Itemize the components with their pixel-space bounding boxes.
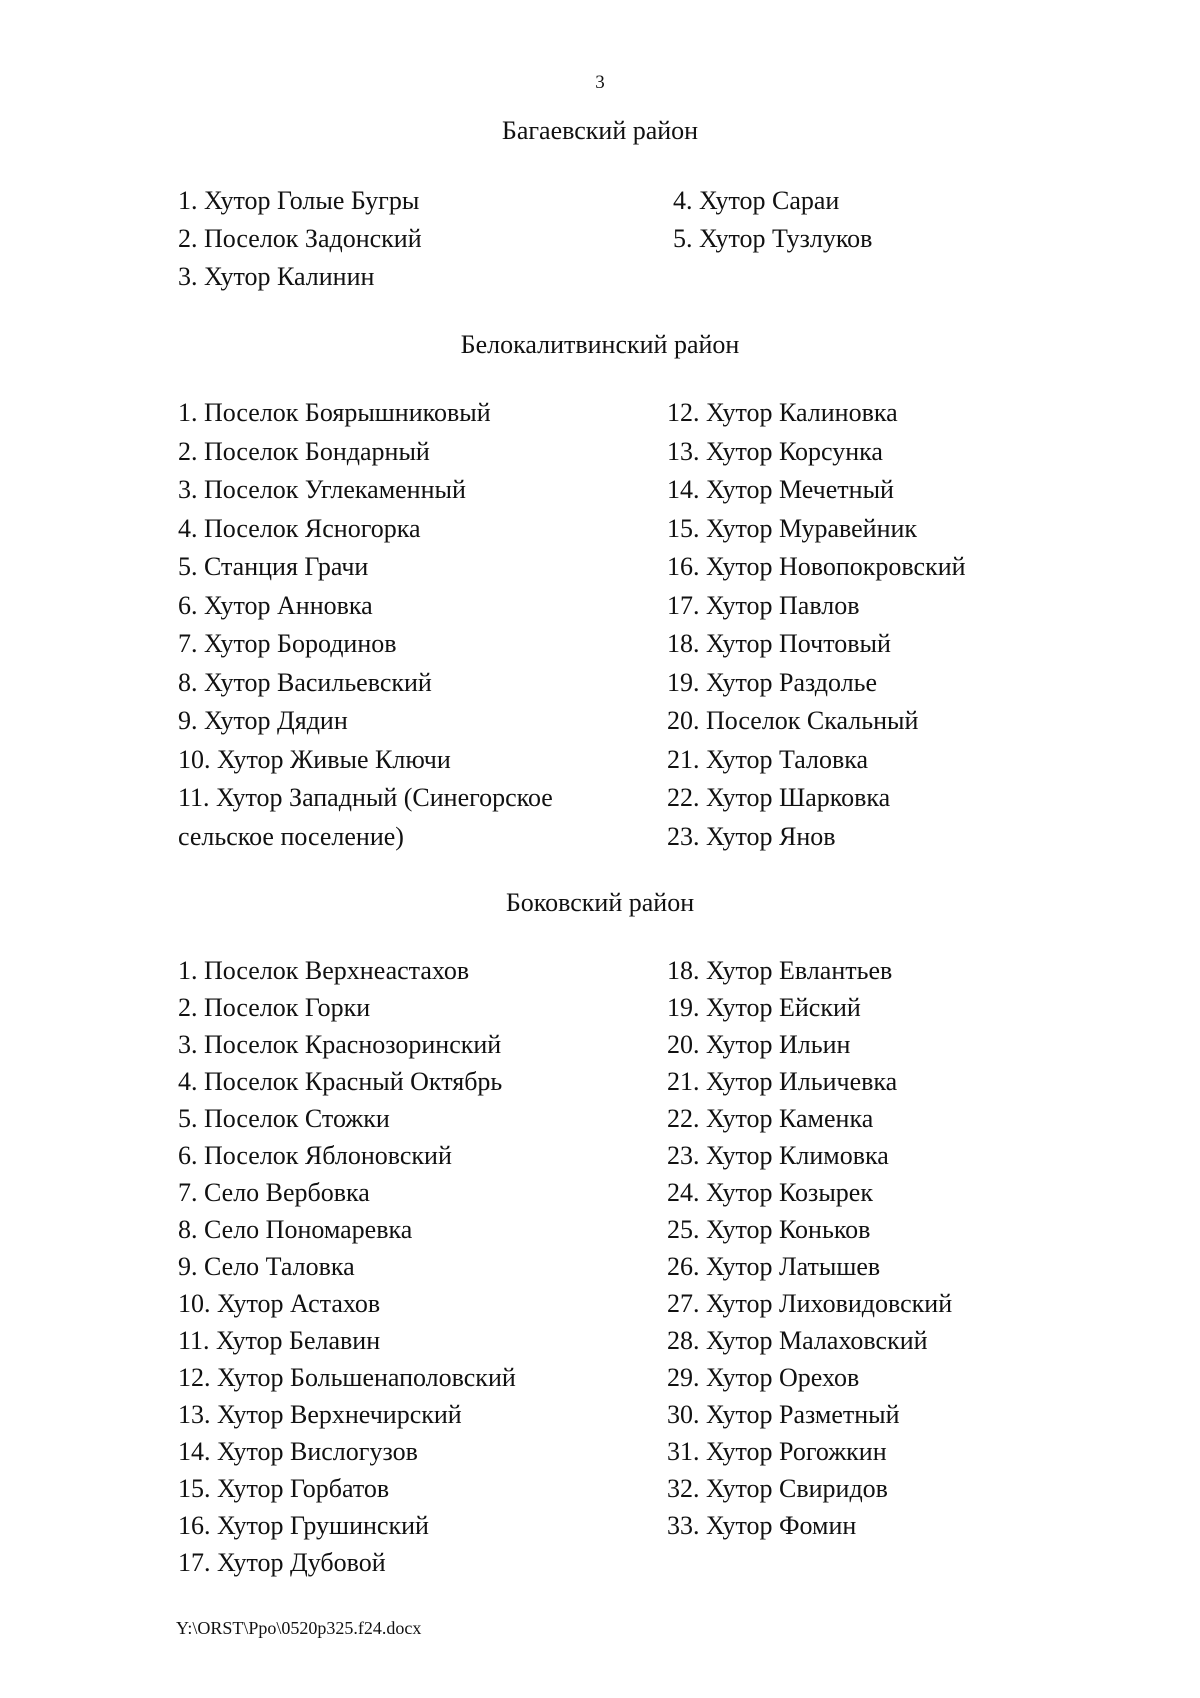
list-item: 22. Хутор Шарковка xyxy=(667,783,891,812)
list-item: 15. Хутор Горбатов xyxy=(178,1474,390,1503)
section-left-column xyxy=(178,952,516,1581)
list-item: 6. Хутор Анновка xyxy=(178,590,373,620)
section-right-column xyxy=(667,394,966,856)
list-item: 22. Хутор Каменка xyxy=(667,1104,874,1133)
list-item: 7. Хутор Бородинов xyxy=(178,629,397,658)
list-item: 3. Поселок Углекаменный xyxy=(178,475,466,504)
list-item: 8. Село Пономаревка xyxy=(178,1215,413,1244)
section-title: Боковский район xyxy=(505,888,695,917)
list-item: 2. Поселок Задонский xyxy=(178,224,422,253)
footer-file-path: Y:\ORST\Ppo\0520p325.f24.docx xyxy=(176,1618,422,1638)
list-item: 23. Хутор Климовка xyxy=(667,1141,889,1170)
list-item: 3. Поселок Краснозоринский xyxy=(178,1030,502,1059)
section-right-column xyxy=(673,182,872,258)
list-item: 2. Поселок Горки xyxy=(178,993,371,1022)
list-item: 21. Хутор Ильичевка xyxy=(667,1067,898,1096)
list-item: 24. Хутор Козырек xyxy=(667,1178,873,1207)
list-item: 25. Хутор Коньков xyxy=(667,1215,871,1244)
list-item: 10. Хутор Астахов xyxy=(178,1289,381,1318)
section-left-column xyxy=(178,394,553,856)
list-item: 17. Хутор Павлов xyxy=(667,590,860,620)
list-item: 9. Село Таловка xyxy=(178,1252,355,1281)
list-item: 12. Хутор Калиновка xyxy=(667,398,898,427)
list-item: 20. Поселок Скальный xyxy=(667,706,919,735)
list-item: 17. Хутор Дубовой xyxy=(178,1548,386,1577)
section-right-column xyxy=(667,952,952,1544)
list-item: 31. Хутор Рогожкин xyxy=(667,1437,887,1466)
list-item: 29. Хутор Орехов xyxy=(667,1363,860,1392)
list-item: 2. Поселок Бондарный xyxy=(178,436,430,466)
list-item: 14. Хутор Мечетный xyxy=(667,475,894,504)
list-item: 11. Хутор Западный (Синегорское xyxy=(178,783,553,812)
list-item: 4. Хутор Сараи xyxy=(673,186,840,215)
list-item: 3. Хутор Калинин xyxy=(178,262,375,291)
list-item: 19. Хутор Ейский xyxy=(667,993,861,1022)
list-item: 18. Хутор Почтовый xyxy=(667,629,891,658)
list-item: 32. Хутор Свиридов xyxy=(667,1474,888,1503)
list-item: 4. Поселок Красный Октябрь xyxy=(178,1067,503,1096)
list-item: 23. Хутор Янов xyxy=(667,821,836,851)
list-item: 30. Хутор Разметный xyxy=(667,1400,900,1429)
list-item: 13. Хутор Корсунка xyxy=(667,436,883,466)
list-item: 6. Поселок Яблоновский xyxy=(178,1141,452,1170)
list-item: 28. Хутор Малаховский xyxy=(667,1326,928,1355)
list-item: 14. Хутор Вислогузов xyxy=(178,1437,418,1466)
section-title: Белокалитвинский район xyxy=(460,330,740,359)
section-title: Багаевский район xyxy=(501,116,699,145)
section-left-column xyxy=(178,182,422,296)
list-item: сельское поселение) xyxy=(178,821,404,851)
list-item: 20. Хутор Ильин xyxy=(667,1030,851,1059)
list-item: 4. Поселок Ясногорка xyxy=(178,513,421,543)
list-item: 1. Хутор Голые Бугры xyxy=(178,186,420,215)
list-item: 5. Поселок Стожки xyxy=(178,1104,390,1133)
list-item: 33. Хутор Фомин xyxy=(667,1511,857,1540)
list-item: 16. Хутор Грушинский xyxy=(178,1511,429,1540)
list-item: 27. Хутор Лиховидовский xyxy=(667,1289,953,1318)
list-item: 18. Хутор Евлантьев xyxy=(667,956,893,985)
list-item: 7. Село Вербовка xyxy=(178,1178,370,1207)
list-item: 10. Хутор Живые Ключи xyxy=(178,744,451,774)
list-item: 12. Хутор Большенаполовский xyxy=(178,1363,516,1392)
page-number: 3 xyxy=(595,72,605,93)
list-item: 1. Поселок Верхнеастахов xyxy=(178,956,470,985)
list-item: 26. Хутор Латышев xyxy=(667,1252,881,1281)
list-item: 19. Хутор Раздолье xyxy=(667,667,878,697)
list-item: 1. Поселок Боярышниковый xyxy=(178,398,491,427)
list-item: 13. Хутор Верхнечирский xyxy=(178,1400,462,1429)
list-item: 5. Хутор Тузлуков xyxy=(673,224,873,253)
list-item: 8. Хутор Васильевский xyxy=(178,667,432,697)
list-item: 5. Станция Грачи xyxy=(178,552,369,581)
list-item: 21. Хутор Таловка xyxy=(667,744,869,774)
list-item: 16. Хутор Новопокровский xyxy=(667,552,966,581)
list-item: 11. Хутор Белавин xyxy=(178,1326,381,1355)
list-item: 15. Хутор Муравейник xyxy=(667,513,918,543)
list-item: 9. Хутор Дядин xyxy=(178,706,348,735)
